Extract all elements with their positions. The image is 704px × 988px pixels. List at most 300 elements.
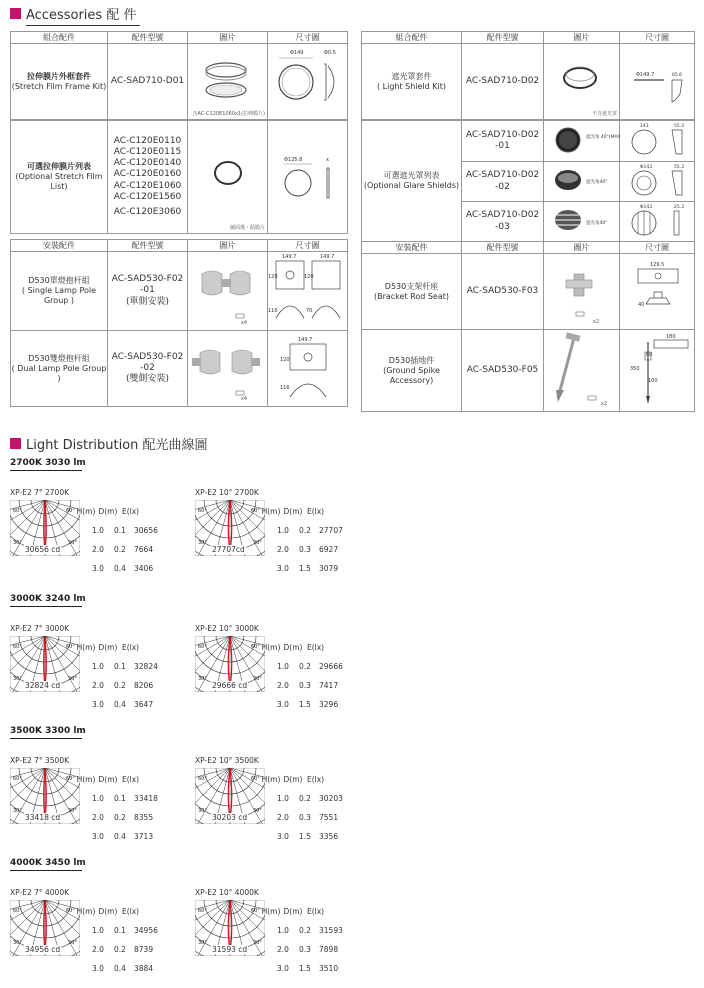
table-cell: 0.2 (114, 545, 126, 554)
table-header-cell: H(m) (76, 507, 96, 516)
table-cell: 0.1 (114, 526, 126, 535)
quantity-label: x2 (592, 318, 599, 325)
light-distribution-title-text: Light Distribution 配光曲線圖 (26, 438, 208, 453)
candela-label: 30656 cd (25, 545, 61, 554)
table-header-cell: E(lx) (122, 643, 140, 652)
table-cell: 1.5 (299, 832, 311, 841)
table-cell: 7417 (319, 681, 339, 690)
svg-text:116: 116 (280, 385, 290, 391)
table-cell: 3296 (319, 700, 339, 709)
glare-shield-dimension-drawing-icon (620, 121, 695, 158)
shield-kit-dimension (620, 44, 695, 120)
single-pole-picture (188, 252, 268, 331)
angle-label: 60° (66, 644, 75, 650)
stretch-frame-picture (188, 44, 268, 120)
svg-text:180: 180 (666, 334, 676, 340)
angle-label: 60° (251, 644, 260, 650)
table-cell: 0.3 (299, 545, 311, 554)
angle-label: 30° (253, 676, 262, 682)
bracket-seat-icon (544, 254, 620, 326)
table-cell: 7551 (319, 813, 339, 822)
col-header-name: 安裝配件 (362, 242, 462, 254)
candela-label: 30203 cd (212, 813, 248, 822)
bullet-square-icon (10, 8, 21, 19)
table-row (87, 695, 171, 714)
light-distribution-chart (195, 756, 375, 841)
svg-text:遮光角40°: 遮光角40° (586, 221, 608, 226)
angle-label: 30° (253, 940, 262, 946)
angle-label: 30° (13, 540, 22, 546)
table-row (87, 827, 171, 846)
illuminance-table (261, 902, 356, 978)
table-header-cell: D(m) (98, 907, 118, 916)
table-cell: 3713 (134, 832, 154, 841)
light-distribution-chart (195, 888, 375, 973)
table-row (272, 827, 356, 846)
table-cell: 3.0 (92, 832, 104, 841)
angle-label: 30° (13, 940, 22, 946)
table-row (272, 540, 356, 559)
table-row (362, 44, 695, 120)
chart-label: XP-E2 7° 4000K (10, 888, 70, 897)
table-row (87, 657, 171, 676)
shield-kit-model: AC-SAD710-D02 (462, 44, 544, 120)
col-header-picture: 圖片 (188, 240, 268, 252)
table-cell: 30656 (134, 526, 158, 535)
table-cell: 3.0 (92, 964, 104, 973)
table-row (272, 808, 356, 827)
col-header-dimension: 尺寸圖 (620, 242, 695, 254)
table-row (362, 121, 695, 162)
table-header-cell: H(m) (261, 775, 281, 784)
chart-label: XP-E2 10° 3000K (195, 624, 259, 633)
table-cell: 2.0 (92, 681, 104, 690)
table-cell: 3.0 (277, 832, 289, 841)
table-header-cell: D(m) (283, 775, 303, 784)
table-row (87, 540, 171, 559)
glare-shield-picture (544, 202, 620, 242)
angle-label: 60° (198, 776, 207, 782)
svg-text:40: 40 (638, 302, 645, 308)
dual-pole-name: D530雙燈抱杆組 ( Dual Lamp Pole Group ) (11, 331, 108, 407)
table-row (87, 789, 171, 808)
col-header-name: 安裝配件 (11, 240, 108, 252)
angle-label: 30° (68, 808, 77, 814)
svg-text:120: 120 (268, 274, 278, 280)
table-cell: 32824 (134, 662, 158, 671)
quantity-label: x4 (240, 395, 247, 402)
table-header-cell: E(lx) (122, 907, 140, 916)
table-header-cell: H(m) (76, 643, 96, 652)
pole-clamp-icon (188, 252, 268, 327)
illuminance-table (261, 502, 356, 578)
table-header-cell: H(m) (76, 907, 96, 916)
table-cell: 0.3 (299, 813, 311, 822)
spike-model: AC-SAD530-F05 (462, 330, 544, 412)
illuminance-table (76, 502, 171, 578)
spike-picture (544, 330, 620, 412)
svg-text:70: 70 (306, 308, 313, 314)
col-header-picture: 圖片 (544, 242, 620, 254)
col-header-model: 配件型號 (462, 32, 544, 44)
table-header-cell: H(m) (76, 775, 96, 784)
accessories-title-text: Accessories 配 件 (26, 8, 137, 23)
table-header-cell: E(lx) (307, 775, 325, 784)
stretch-frame-model: AC-SAD710-D01 (108, 44, 188, 120)
col-header-name: 組合配件 (11, 32, 108, 44)
film-ring-icon (188, 121, 268, 230)
table-header-cell: E(lx) (122, 775, 140, 784)
accessories-table-right-top (361, 31, 695, 120)
table-cell: 0.4 (114, 700, 126, 709)
color-temp-title: 2700K 3030 lm (10, 458, 86, 468)
table-row (87, 676, 171, 695)
angle-label: 60° (13, 908, 22, 914)
frame-ring-icon (188, 44, 268, 116)
svg-text:遮光角 40°(MAX): 遮光角 40°(MAX) (586, 135, 620, 140)
table-row (87, 559, 171, 578)
table-cell: 0.2 (299, 926, 311, 935)
svg-text:65.6: 65.6 (672, 73, 683, 78)
svg-text:Φ143: Φ143 (640, 165, 653, 170)
table-cell: 0.4 (114, 964, 126, 973)
col-header-picture: 圖片 (544, 32, 620, 44)
table-cell: 3.0 (92, 564, 104, 573)
table-row (272, 676, 356, 695)
table-cell: 0.3 (299, 945, 311, 954)
stretch-frame-dimension (268, 44, 348, 120)
color-temp-title: 3500K 3300 lm (10, 726, 86, 736)
illuminance-table (76, 902, 171, 978)
svg-text:149.7: 149.7 (282, 254, 297, 260)
svg-text:129.5: 129.5 (650, 262, 665, 268)
svg-text:149.7: 149.7 (298, 337, 313, 343)
illuminance-table (261, 638, 356, 714)
angle-label: 60° (13, 776, 22, 782)
stretch-film-name: 可選拉伸膜片列表 (Optional Stretch Film List) (11, 121, 108, 234)
chart-label: XP-E2 7° 2700K (10, 488, 70, 497)
glare-shield-picture (544, 162, 620, 202)
single-pole-name: D530單燈抱杆組 ( Single Lamp Pole Group ) (11, 252, 108, 331)
table-cell: 0.2 (114, 681, 126, 690)
bracket-name: D530支架杆座 (Bracket Rod Seat) (362, 254, 462, 330)
angle-label: 60° (66, 776, 75, 782)
accessories-table-right-glare (361, 120, 695, 412)
stretch-frame-name: 拉伸膜片外框套件 (Stretch Film Frame Kit) (11, 44, 108, 120)
table-cell: 8355 (134, 813, 154, 822)
spike-dimension (620, 330, 695, 412)
table-header-cell: E(lx) (307, 643, 325, 652)
table-cell: 1.5 (299, 564, 311, 573)
table-row (272, 789, 356, 808)
table-cell: 1.0 (277, 794, 289, 803)
table-header-cell: D(m) (98, 775, 118, 784)
angle-label: 60° (66, 508, 75, 514)
angle-label: 60° (251, 508, 260, 514)
shield-dimension-drawing-icon (620, 44, 695, 116)
spike-name: D530插地件 (Ground Spike Accessory) (362, 330, 462, 412)
dual-pole-model: AC-SAD530-F02 -02 (雙側安裝) (108, 331, 188, 407)
col-header-model: 配件型號 (108, 32, 188, 44)
bracket-picture (544, 254, 620, 330)
svg-text:遮光角40°: 遮光角40° (586, 180, 608, 185)
single-pole-dimension (268, 252, 348, 331)
glare-shield-picture (544, 121, 620, 162)
table-row (272, 521, 356, 540)
angle-label: 30° (198, 808, 207, 814)
light-distribution-chart (10, 488, 190, 573)
table-cell: 7898 (319, 945, 339, 954)
svg-text:120: 120 (280, 357, 290, 363)
shield-ring-icon (544, 44, 620, 116)
table-row (272, 959, 356, 978)
table-cell: 3.0 (277, 700, 289, 709)
bracket-dimension-drawing-icon (620, 254, 695, 326)
bullet-square-icon (10, 438, 21, 449)
table-cell: 8739 (134, 945, 154, 954)
chart-label: XP-E2 7° 3500K (10, 756, 70, 765)
table-cell: 3079 (319, 564, 339, 573)
table-cell: 2.0 (92, 545, 104, 554)
table-cell: 6927 (319, 545, 339, 554)
angle-label: 30° (13, 808, 22, 814)
table-header-cell: D(m) (283, 507, 303, 516)
table-cell: 1.0 (92, 526, 104, 535)
angle-label: 60° (251, 908, 260, 914)
pole-dimension-drawing-icon (268, 252, 348, 327)
table-cell: 1.5 (299, 964, 311, 973)
svg-text:149.7: 149.7 (320, 254, 335, 260)
candela-label: 33418 cd (25, 813, 61, 822)
table-cell: 3.0 (277, 564, 289, 573)
table-cell: 2.0 (277, 681, 289, 690)
table-cell: 1.0 (92, 794, 104, 803)
col-header-model: 配件型號 (462, 242, 544, 254)
table-cell: 1.0 (277, 662, 289, 671)
table-row (362, 330, 695, 412)
table-cell: 30203 (319, 794, 343, 803)
chart-label: XP-E2 10° 2700K (195, 488, 259, 497)
ground-spike-icon (544, 330, 620, 408)
table-cell: 7664 (134, 545, 154, 554)
candela-label: 29666 cd (212, 681, 248, 690)
table-row (272, 657, 356, 676)
table-cell: 8206 (134, 681, 154, 690)
table-cell: 27707 (319, 526, 343, 535)
glare-shield-model: AC-SAD710-D02 -01 (462, 121, 544, 162)
light-distribution-chart (195, 488, 375, 573)
accessories-table-left-top (10, 31, 348, 120)
col-header-model: 配件型號 (108, 240, 188, 252)
louver-shield-icon (544, 202, 620, 238)
svg-text:x: x (326, 157, 329, 163)
accessories-table-left-install (10, 239, 348, 407)
table-cell: 0.1 (114, 662, 126, 671)
table-cell: 2.0 (92, 813, 104, 822)
svg-text:Φ125.8: Φ125.8 (284, 157, 303, 163)
col-header-picture: 圖片 (188, 32, 268, 44)
bracket-dimension (620, 254, 695, 330)
dual-pole-picture (188, 331, 268, 407)
table-row (87, 959, 171, 978)
light-distribution-chart (195, 624, 375, 709)
picture-note: 含AC-C120E1060x1(拉伸膜片) (192, 110, 265, 117)
svg-text:55.3: 55.3 (674, 124, 685, 129)
table-cell: 2.0 (277, 545, 289, 554)
picture-note: 不含遮光罩 (591, 110, 617, 117)
table-cell: 0.1 (114, 926, 126, 935)
table-row (11, 252, 348, 331)
svg-text:Φ149.7: Φ149.7 (636, 72, 655, 78)
svg-text:25.3: 25.3 (674, 205, 685, 210)
table-row (272, 559, 356, 578)
table-cell: 0.2 (114, 945, 126, 954)
table-cell: 0.2 (299, 662, 311, 671)
candela-label: 34956 cd (25, 945, 61, 954)
chart-label: XP-E2 10° 4000K (195, 888, 259, 897)
angle-label: 60° (198, 644, 207, 650)
table-row (87, 921, 171, 940)
table-cell: 0.4 (114, 564, 126, 573)
table-cell: 3.0 (277, 964, 289, 973)
angle-label: 60° (251, 776, 260, 782)
table-header-cell: D(m) (283, 907, 303, 916)
glare-shield-model: AC-SAD710-D02 -02 (462, 162, 544, 202)
table-cell: 1.5 (299, 700, 311, 709)
svg-text:Φ0.5: Φ0.5 (324, 50, 336, 56)
angle-label: 60° (66, 908, 75, 914)
col-header-dimension: 尺寸圖 (620, 32, 695, 44)
louver-dimension-drawing-icon (620, 202, 695, 238)
table-cell: 1.0 (277, 526, 289, 535)
illuminance-table (76, 638, 171, 714)
candela-label: 31593 cd (212, 945, 248, 954)
angle-label: 30° (198, 940, 207, 946)
table-row (272, 921, 356, 940)
stretch-film-picture (188, 121, 268, 234)
angle-label: 30° (198, 540, 207, 546)
table-cell: 1.0 (277, 926, 289, 935)
table-header-cell: D(m) (283, 643, 303, 652)
table-row (87, 521, 171, 540)
angle-label: 60° (13, 508, 22, 514)
glare-shield-dimension-drawing-icon (620, 162, 695, 198)
svg-text:60: 60 (646, 352, 653, 358)
dual-pole-dimension-drawing-icon (268, 331, 348, 403)
table-cell: 0.2 (114, 813, 126, 822)
glare-shield-model: AC-SAD710-D02 -03 (462, 202, 544, 242)
col-header-name: 組合配件 (362, 32, 462, 44)
stretch-film-dimension (268, 121, 348, 234)
picture-note: 圖面僅・貼膜片 (229, 224, 265, 231)
table-cell: 3356 (319, 832, 339, 841)
svg-text:Φ149: Φ149 (290, 50, 304, 56)
spike-dimension-drawing-icon (620, 330, 695, 408)
table-cell: 0.1 (114, 794, 126, 803)
chart-label: XP-E2 10° 3500K (195, 756, 259, 765)
candela-label: 27707cd (212, 545, 245, 554)
angle-label: 30° (13, 676, 22, 682)
angle-label: 30° (68, 940, 77, 946)
quantity-label: x2 (600, 400, 607, 407)
table-cell: 2.0 (277, 813, 289, 822)
table-header-cell: H(m) (261, 643, 281, 652)
table-header-cell: D(m) (98, 507, 118, 516)
table-cell: 3647 (134, 700, 154, 709)
quantity-label: x4 (240, 319, 247, 326)
light-distribution-section-title (10, 434, 208, 453)
svg-text:350: 350 (630, 366, 640, 372)
table-cell: 29666 (319, 662, 343, 671)
light-distribution-chart (10, 888, 190, 973)
shield-kit-name: 遮光罩套件 ( Light Shield Kit) (362, 44, 462, 120)
svg-text:55.3: 55.3 (674, 165, 685, 170)
svg-text:100: 100 (648, 378, 658, 384)
glare-shield-icon (544, 121, 620, 158)
table-cell: 2.0 (277, 945, 289, 954)
table-header-cell: E(lx) (122, 507, 140, 516)
table-cell: 3510 (319, 964, 339, 973)
table-row (11, 331, 348, 407)
table-cell: 0.3 (299, 681, 311, 690)
table-cell: 3884 (134, 964, 154, 973)
single-pole-model: AC-SAD530-F02 -01 (單側安裝) (108, 252, 188, 331)
table-header-cell: D(m) (98, 643, 118, 652)
color-temp-title: 4000K 3450 lm (10, 858, 86, 868)
table-cell: 3406 (134, 564, 154, 573)
accessories-table-left-film (10, 120, 348, 234)
dual-pole-clamp-icon (188, 331, 268, 403)
table-cell: 2.0 (92, 945, 104, 954)
table-header-cell: E(lx) (307, 507, 325, 516)
table-header-cell: H(m) (261, 507, 281, 516)
table-header-cell: H(m) (261, 907, 281, 916)
glare-shield-dimension (620, 121, 695, 162)
angle-label: 30° (198, 676, 207, 682)
color-temp-title: 3000K 3240 lm (10, 594, 86, 604)
angle-label: 60° (198, 908, 207, 914)
table-cell: 0.4 (114, 832, 126, 841)
glare-shield-dimension (620, 162, 695, 202)
stretch-film-models: AC-C120E0110 AC-C120E0115 AC-C120E0140 AC-C120E0160 AC-C120E1060 AC-C120E1560 AC-C120E3060 (108, 121, 188, 234)
svg-text:120: 120 (304, 274, 314, 280)
table-row (272, 695, 356, 714)
film-dimension-drawing-icon (268, 121, 348, 230)
glare-shield-icon (544, 162, 620, 198)
light-distribution-chart (10, 756, 190, 841)
candela-label: 32824 cd (25, 681, 61, 690)
table-row (362, 254, 695, 330)
table-cell: 0.2 (299, 526, 311, 535)
illuminance-table (261, 770, 356, 846)
table-row (87, 940, 171, 959)
table-row (11, 44, 348, 120)
table-cell: 0.2 (299, 794, 311, 803)
svg-text:143: 143 (640, 124, 649, 129)
chart-label: XP-E2 7° 3000K (10, 624, 70, 633)
table-row (272, 940, 356, 959)
illuminance-table (76, 770, 171, 846)
bracket-model: AC-SAD530-F03 (462, 254, 544, 330)
table-cell: 34956 (134, 926, 158, 935)
angle-label: 60° (198, 508, 207, 514)
col-header-dimension: 尺寸圖 (268, 32, 348, 44)
table-row (87, 808, 171, 827)
glare-shield-dimension (620, 202, 695, 242)
table-row (11, 121, 348, 234)
light-distribution-chart (10, 624, 190, 709)
svg-text:Φ143: Φ143 (640, 205, 653, 210)
